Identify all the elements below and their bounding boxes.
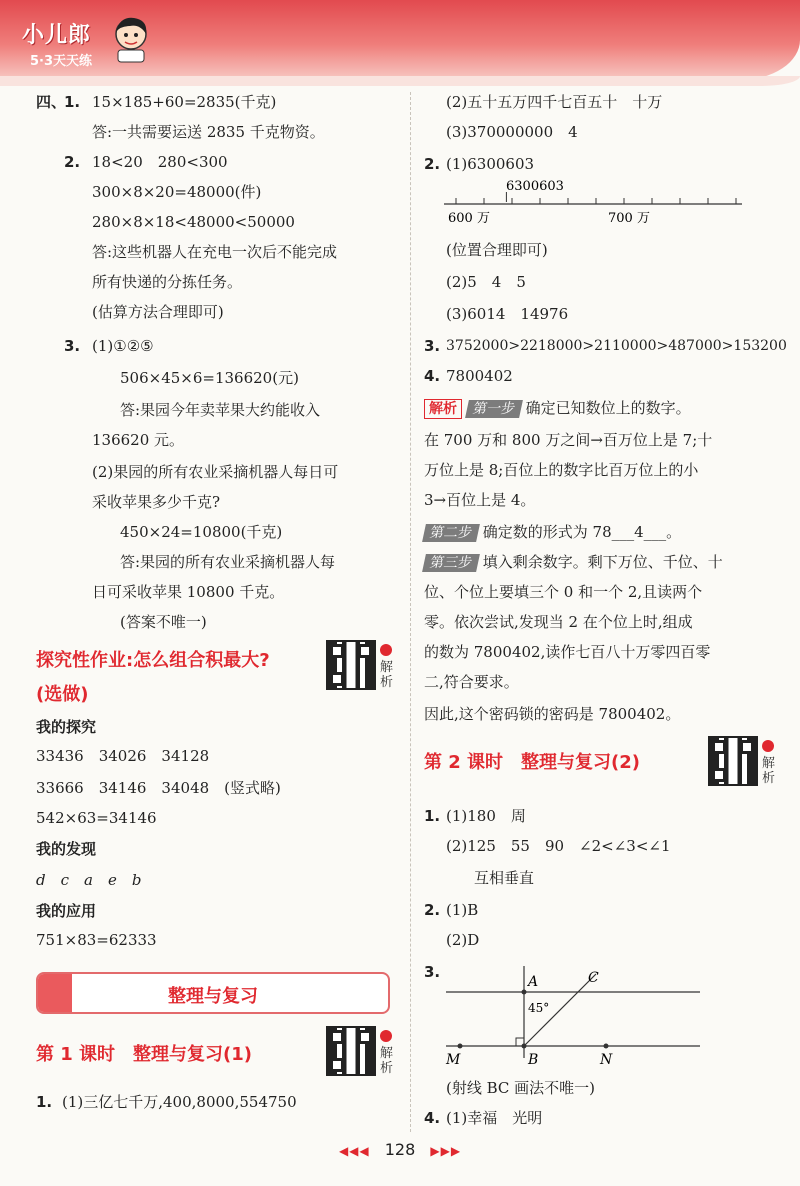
- step-2-tag: 第二步: [422, 524, 480, 542]
- page-footer: [0, 1140, 800, 1159]
- play-icon: [380, 644, 392, 656]
- lesson-2-title: 第 2 课时 整理与复习(2): [424, 752, 641, 773]
- answer-note: (答案不唯一): [120, 613, 207, 631]
- number-line-value: 6300603: [506, 179, 564, 194]
- question-number: 4.: [424, 367, 441, 385]
- finding-values: d c a e b: [36, 871, 142, 889]
- answer-note: (估算方法合理即可): [92, 303, 224, 321]
- analysis-tag: 解析: [424, 399, 462, 419]
- answer-line: 答:果园今年卖苹果大约能收入: [120, 401, 321, 419]
- my-explore-heading: 我的探究: [36, 718, 97, 736]
- answer-note: (射线 BC 画法不唯一): [446, 1079, 596, 1097]
- analysis-line: 万位上是 8;百位上的数字比百万位上的小: [424, 461, 699, 479]
- answer-line: (3)370000000 4: [446, 123, 578, 141]
- right-arrows-icon: ▶▶▶: [430, 1144, 462, 1158]
- answer-line: (3)6014 14976: [446, 305, 569, 323]
- analysis-line: 二,符合要求。: [424, 673, 519, 691]
- qr-code-icon[interactable]: [708, 736, 758, 786]
- answer-line: (1)180 周: [446, 807, 526, 825]
- page-header: [0, 0, 800, 80]
- mascot-icon: [110, 14, 152, 64]
- angle-label: 45°: [528, 1001, 550, 1015]
- column-divider: [410, 92, 411, 1132]
- answer-line: (2)果园的所有农业采摘机器人每日可: [92, 463, 339, 481]
- answer-line: 答:这些机器人在充电一次后不能完成: [92, 243, 338, 261]
- answer-line: 280×8×18<48000<50000: [92, 213, 295, 231]
- left-arrows-icon: ◀◀◀: [338, 1144, 370, 1158]
- banner-title: 整理与复习: [168, 986, 258, 1007]
- brand-logo: 小儿郎: [22, 23, 92, 48]
- answer-line: (1)幸福 光明: [446, 1109, 543, 1127]
- point-C-label: C: [588, 970, 599, 986]
- answer-line: (2)D: [446, 931, 480, 949]
- question-number: 1.: [424, 807, 441, 825]
- analysis-line: 在 700 万和 800 万之间→百万位上是 7;十: [424, 431, 713, 449]
- answer-line: 答:果园的所有农业采摘机器人每: [120, 553, 336, 571]
- analysis-line: 零。依次尝试,发现当 2 在个位上时,组成: [424, 613, 693, 631]
- question-number: 1.: [36, 1093, 53, 1111]
- question-number: 3.: [64, 337, 81, 355]
- point-B-label: B: [528, 1052, 539, 1068]
- explore-values: 33436 34026 34128: [36, 747, 210, 765]
- qr-label: 解析: [380, 1046, 394, 1076]
- analysis-step-2: [424, 522, 681, 542]
- point-N-label: N: [600, 1052, 613, 1068]
- step-1-text: 确定已知数位上的数字。: [525, 399, 691, 417]
- question-number: 4.: [424, 1109, 441, 1127]
- answer-line: 300×8×20=48000(件): [92, 183, 262, 201]
- page-number: 128: [384, 1140, 416, 1159]
- answer-line: (1)①②⑤: [92, 337, 154, 355]
- qr-code-icon[interactable]: [326, 1026, 376, 1076]
- answer-line: 互相垂直: [474, 869, 535, 887]
- answer-line: (2)125 55 90 ∠2<∠3<∠1: [446, 837, 671, 855]
- play-icon: [380, 1030, 392, 1042]
- answer-line: (1)三亿七千万,400,8000,554750: [62, 1093, 297, 1111]
- my-application-heading: 我的应用: [36, 902, 97, 920]
- answer-line: (1)6300603: [446, 155, 535, 173]
- answer-line: 3752000>2218000>2110000>487000>153200: [446, 338, 787, 354]
- qr-label: 解析: [762, 756, 776, 786]
- answer-line: (1)B: [446, 901, 479, 919]
- question-number: 3.: [424, 337, 441, 355]
- explore-values: 33666 34146 34048 (竖式略): [36, 779, 281, 797]
- question-number: 1.: [64, 93, 81, 111]
- explore-title: 探究性作业:怎么组合积最大?: [36, 650, 270, 671]
- answer-line: (2)5 4 5: [446, 273, 526, 291]
- analysis-step-3: [424, 552, 723, 572]
- step-3-text: 填入剩余数字。剩下万位、千位、十: [482, 553, 723, 571]
- number-line: [444, 178, 744, 228]
- answer-line: 15×185+60=2835(千克): [92, 93, 277, 111]
- explore-title-optional: (选做): [36, 684, 89, 705]
- number-line-right-label: 700 万: [608, 211, 650, 226]
- answer-line: 18<20 280<300: [92, 153, 228, 171]
- answer-line: 采收苹果多少千克?: [92, 493, 221, 511]
- analysis-line: 3→百位上是 4。: [424, 491, 536, 509]
- answer-line: 日可采收苹果 10800 千克。: [92, 583, 285, 601]
- step-1-tag: 第一步: [465, 400, 523, 418]
- answer-line: 136620 元。: [92, 431, 185, 449]
- qr-label: 解析: [380, 660, 394, 690]
- application-result: 751×83=62333: [36, 931, 157, 949]
- point-A-label: A: [528, 974, 539, 990]
- number-line-left-label: 600 万: [448, 211, 490, 226]
- question-number: 3.: [424, 963, 441, 981]
- analysis-step-1: [424, 398, 691, 419]
- answer-line: (2)五十五万四千七百五十 十万: [446, 93, 663, 111]
- section-banner: [36, 972, 390, 1014]
- play-icon: [762, 740, 774, 752]
- lesson-1-title: 第 1 课时 整理与复习(1): [36, 1044, 253, 1065]
- answer-line: 答:一共需要运送 2835 千克物资。: [92, 123, 325, 141]
- answer-line: 450×24=10800(千克): [120, 523, 283, 541]
- answer-note: (位置合理即可): [446, 241, 548, 259]
- question-number: 2.: [64, 153, 81, 171]
- analysis-conclusion: 因此,这个密码锁的密码是 7800402。: [424, 705, 681, 723]
- point-M-label: M: [446, 1052, 461, 1068]
- brand-subtitle: 5·3天天练: [30, 54, 93, 69]
- explore-result: 542×63=34146: [36, 809, 157, 827]
- answer-line: 所有快递的分拣任务。: [92, 273, 243, 291]
- analysis-line: 位、个位上要填三个 0 和一个 2,且读两个: [424, 583, 703, 601]
- question-number: 2.: [424, 901, 441, 919]
- answer-line: 7800402: [446, 367, 513, 385]
- qr-code-icon[interactable]: [326, 640, 376, 690]
- geometry-figure: [444, 962, 704, 1072]
- section-4-label: 四、: [36, 93, 67, 111]
- question-number: 2.: [424, 155, 441, 173]
- answer-line: 506×45×6=136620(元): [120, 369, 299, 387]
- step-2-text: 确定数的形式为 78___4___。: [482, 523, 682, 541]
- step-3-tag: 第三步: [422, 554, 480, 572]
- my-finding-heading: 我的发现: [36, 840, 97, 858]
- analysis-line: 的数为 7800402,读作七百八十万零四百零: [424, 643, 711, 661]
